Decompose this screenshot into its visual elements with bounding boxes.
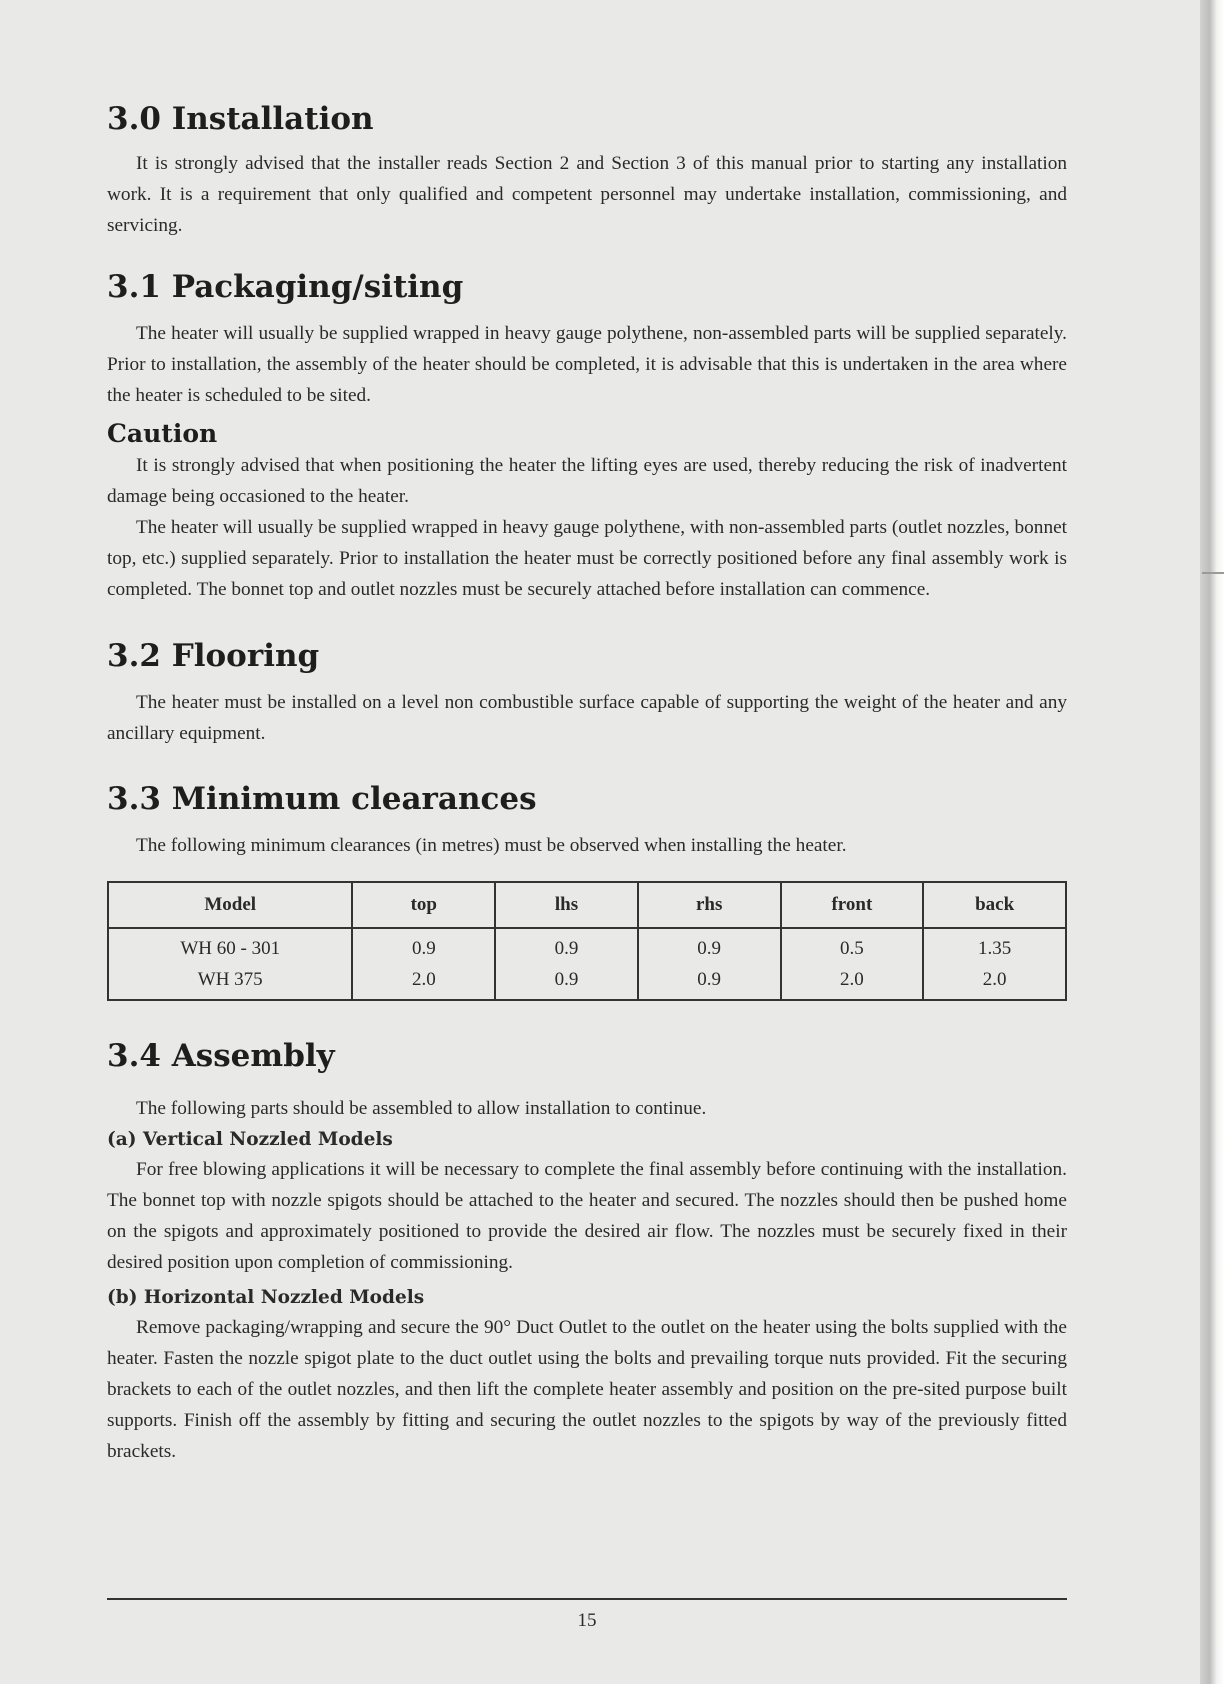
- table-header-model: Model: [108, 882, 352, 928]
- caution-paragraph-1: It is strongly advised that when positioning the heater the lifting eyes are used, thereby reducing the risk of inadvertent damage being occasioned to the heater.: [107, 455, 1067, 507]
- table-header-back: back: [923, 882, 1066, 928]
- flooring-body: The heater must be installed on a level non combustible surface capable of supporting the weight of the heater and any ancillary equipment.: [107, 692, 1067, 744]
- table-cell: WH 60 - 301: [108, 928, 352, 964]
- assembly-heading: 3.4 Assembly: [107, 1038, 335, 1074]
- table-cell: 2.0: [923, 964, 1066, 1000]
- horizontal-models-body: Remove packaging/wrapping and secure the 90° Duct Outlet to the outlet on the heater using the bolts supplied with the heater. Fasten the nozzle spigot plate to the duct outlet using the bolts and prevailing torque nuts provided. Fit the securing brackets to each of the outlet nozzles, and then lift the complete heater assembly and position on the pre-sited purpose built supports. Finish off the assembly by fitting and securing the outlet nozzles to the spigots by way of the previously fitted brackets.: [107, 1317, 1067, 1462]
- installation-body: It is strongly advised that the installer reads Section 2 and Section 3 of this manual prior to starting any installation work. It is a requirement that only qualified and competent personnel may undertake installation, commissioning, and servicing.: [107, 153, 1067, 236]
- table-row: [108, 928, 1066, 964]
- vertical-models-body: For free blowing applications it will be necessary to complete the final assembly before continuing with the installation. The bonnet top with nozzle spigots should be attached to the heater and secured. The nozzles should then be pushed home on the spigots and approximately positioned to provide the desired air flow. The nozzles must be securely fixed in their desired position upon completion of commissioning.: [107, 1159, 1067, 1273]
- page-edge: [1200, 0, 1224, 1684]
- horizontal-models-label: (b) Horizontal Nozzled Models: [107, 1287, 425, 1308]
- table-cell: 2.0: [781, 964, 924, 1000]
- clearances-table: [107, 881, 1067, 1001]
- table-cell: 2.0: [352, 964, 495, 1000]
- assembly-intro: The following parts should be assembled to allow installation to continue.: [136, 1098, 707, 1119]
- table-cell: 0.9: [495, 928, 638, 964]
- table-header-row: [108, 882, 1066, 928]
- caution-heading: Caution: [107, 419, 218, 448]
- page-number: 15: [577, 1610, 597, 1631]
- vertical-models-label: (a) Vertical Nozzled Models: [107, 1129, 393, 1150]
- page-edge-mark: [1202, 572, 1224, 574]
- table-header-lhs: lhs: [495, 882, 638, 928]
- table-cell: 0.5: [781, 928, 924, 964]
- table-header-front: front: [781, 882, 924, 928]
- table-cell: 1.35: [923, 928, 1066, 964]
- table-cell: WH 375: [108, 964, 352, 1000]
- packaging-heading: 3.1 Packaging/siting: [107, 269, 464, 305]
- table-cell: 0.9: [638, 928, 781, 964]
- flooring-heading: 3.2 Flooring: [107, 638, 320, 674]
- table-row: [108, 964, 1066, 1000]
- clearances-intro: The following minimum clearances (in metres) must be observed when installing the heater.: [136, 835, 847, 856]
- clearances-heading: 3.3 Minimum clearances: [107, 781, 537, 817]
- page-content: [107, 100, 1067, 1467]
- table-header-top: top: [352, 882, 495, 928]
- installation-heading: 3.0 Installation: [107, 101, 374, 137]
- table-cell: 0.9: [352, 928, 495, 964]
- table-cell: 0.9: [495, 964, 638, 1000]
- caution-paragraph-2: The heater will usually be supplied wrapped in heavy gauge polythene, with non-assembled parts (outlet nozzles, bonnet top, etc.) supplied separately. Prior to installation the heater must be correctly positioned before any final assembly work is completed. The bonnet top and outlet nozzles must be securely attached before installation can commence.: [107, 517, 1067, 600]
- table-cell: 0.9: [638, 964, 781, 1000]
- table-header-rhs: rhs: [638, 882, 781, 928]
- footer-rule: [107, 1598, 1067, 1600]
- packaging-body: The heater will usually be supplied wrapped in heavy gauge polythene, non-assembled parts will be supplied separately. Prior to installation, the assembly of the heater should be completed, it is advisable that this is undertaken in the area where the heater is scheduled to be sited.: [107, 323, 1067, 406]
